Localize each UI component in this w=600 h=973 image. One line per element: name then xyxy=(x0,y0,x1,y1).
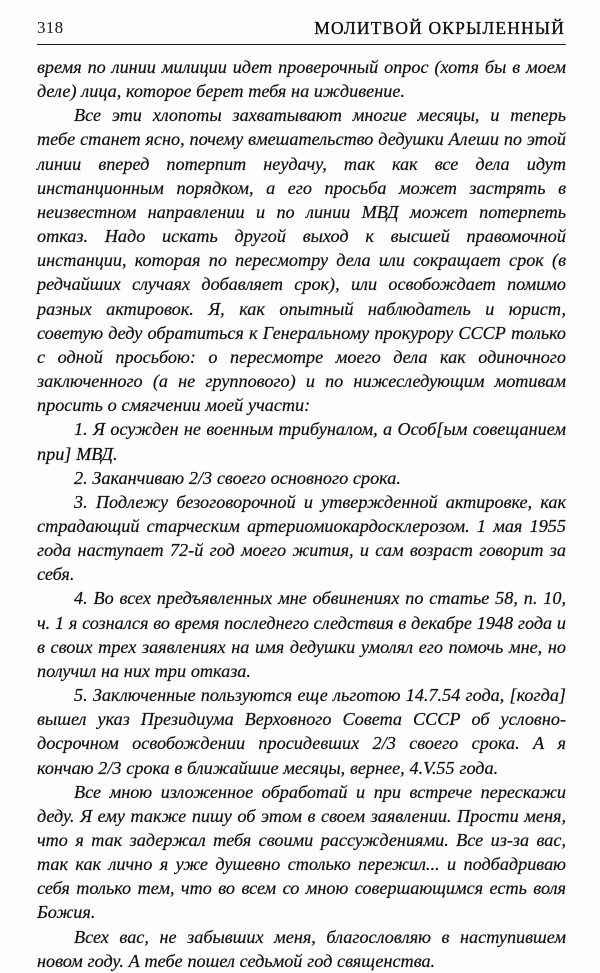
paragraph-hlopoty: Все эти хлопоты захватывают многие месяцы, и теперь тебе станет ясно, почему вмешательство дедушки Алеши по этой линии вперед потерпит неудачу, так как все дела идут инстанционным порядком, а его просьба может застрять в неизвестном направлении и по линии МВД может потерпеть отказ. Надо искать другой выход к высшей правомочной инстанции, которая по пересмотру дела или сокращает срок (в редчайших случаях добавляет срок), или освобождает помимо разных актировок. Я, как опытный наблюдатель и юрист, советую деду обратиться к Генеральному прокурору СССР только с одной просьбою: о пересмотре моего дела как одиночного заключенного (а не группового) и по нижеследующим мотивам просить о смягчении моей участи: xyxy=(37,105,566,416)
body-text-block xyxy=(37,55,566,973)
page-number: 318 xyxy=(37,18,64,37)
paragraph-obrabotaj: Все мною изложенное обработай и при встрече перескажи деду. Я ему также пишу об этом в своем заявлении. Прости меня, что я так задержал тебя своими рассуждениями. Все из-за вас, так как лично я уже душевно столько пережил... и подбадриваю себя только тем, что во всем со мною совершающимся есть воля Божия. xyxy=(37,781,566,923)
list-item-1: 1. Я осужден не военным трибуналом, а Особ[ым совещанием при] МВД. xyxy=(37,419,566,464)
paragraph-continuation: время по линии милиции идет проверочный опрос (хотя бы в моем деле) лица, которое берет тебя на иждивение. xyxy=(37,57,566,102)
list-item-5: 5. Заключенные пользуются еще льготою 14.7.54 года, [когда] вышел указ Президиума Верховного Совета СССР об условно-досрочном освобождении просидевших 2/3 своего срока. А я кончаю 2/3 срока в ближайшие месяцы, вернее, 4.V.55 года. xyxy=(37,685,566,778)
paragraph-blessing: Всех вас, не забывших меня, благословляю в наступившем новом году. А тебе пошел седьмой год священства. xyxy=(37,926,566,971)
running-header xyxy=(37,18,565,46)
list-item-2: 2. Заканчиваю 2/3 своего основного срока. xyxy=(74,467,401,488)
header-divider-rule xyxy=(37,44,566,45)
list-item-3: 3. Подлежу безоговорочной и утвержденной актировке, как страдающий старческим артериомиокардосклерозом. 1 мая 1955 года наступает 72-й год моего жития, и сам возраст говорит за себя. xyxy=(37,491,566,585)
running-title: МОЛИТВОЙ ОКРЫЛЕННЫЙ xyxy=(314,18,565,38)
list-item-4: 4. Во всех предъявленных мне обвинениях по статье 58, п. 10, ч. 1 я сознался во время последнего следствия в декабре 1948 года и в своих трех заявлениях на имя дедушки умолял его помочь мне, но получил на них три отказа. xyxy=(37,588,566,681)
